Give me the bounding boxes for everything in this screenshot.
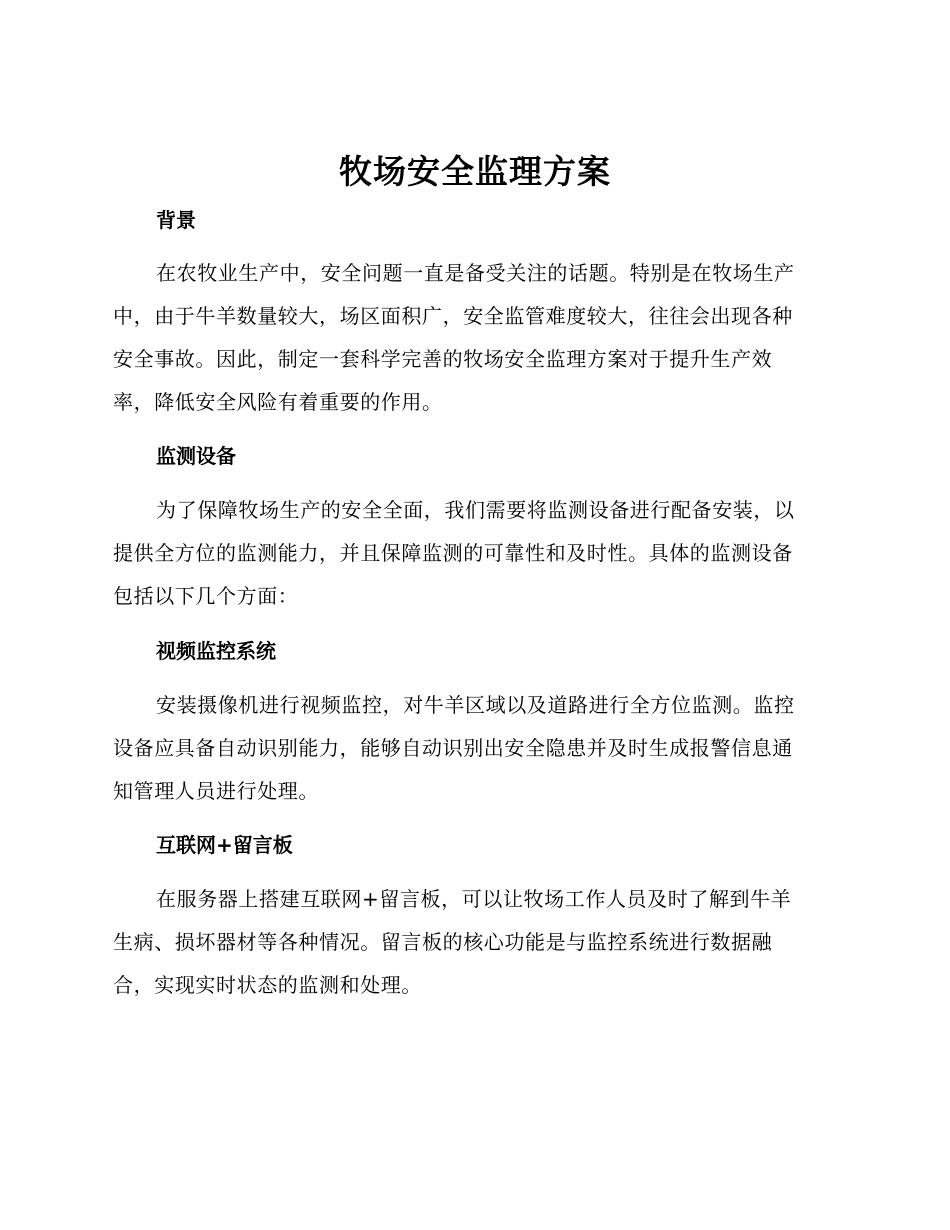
paragraph-line: 中，由于牛羊数量较大，场区面积广，安全监管难度较大，往往会出现各种 bbox=[113, 304, 793, 328]
page-title: 牧场安全监理方案 bbox=[339, 152, 611, 191]
paragraph-video-surveillance bbox=[113, 684, 835, 813]
paragraph-line: 安全事故。因此，制定一套科学完善的牧场安全监理方案对于提升生产效 bbox=[113, 347, 773, 371]
paragraph-line: 生病、损坏器材等各种情况。留言板的核心功能是与监控系统进行数据融 bbox=[113, 930, 773, 954]
section-heading-internet-message-board: 互联网+留言板 bbox=[156, 833, 293, 857]
paragraph-line: 提供全方位的监测能力，并且保障监测的可靠性和及时性。具体的监测设备 bbox=[113, 541, 793, 565]
paragraph-line: 知管理人员进行处理。 bbox=[113, 779, 319, 803]
paragraph-internet-message-board bbox=[113, 878, 835, 1007]
paragraph-line: 包括以下几个方面： bbox=[113, 584, 299, 608]
paragraph-line: 为了保障牧场生产的安全全面，我们需要将监测设备进行配备安装，以 bbox=[156, 498, 795, 522]
section-heading-monitoring-equipment: 监测设备 bbox=[156, 444, 236, 468]
paragraph-background bbox=[113, 252, 835, 424]
paragraph-line: 在服务器上搭建互联网+留言板，可以让牧场工作人员及时了解到牛羊 bbox=[156, 887, 792, 911]
paragraph-line: 设备应具备自动识别能力，能够自动识别出安全隐患并及时生成报警信息通 bbox=[113, 736, 793, 760]
paragraph-line: 在农牧业生产中，安全问题一直是备受关注的话题。特别是在牧场生产 bbox=[156, 261, 795, 285]
section-heading-background: 背景 bbox=[156, 208, 196, 232]
paragraph-line: 率，降低安全风险有着重要的作用。 bbox=[113, 390, 443, 414]
paragraph-line: 安装摄像机进行视频监控，对牛羊区域以及道路进行全方位监测。监控 bbox=[156, 693, 795, 717]
paragraph-line: 合，实现实时状态的监测和处理。 bbox=[113, 973, 422, 997]
paragraph-monitoring-equipment bbox=[113, 489, 835, 618]
section-heading-video-surveillance: 视频监控系统 bbox=[156, 639, 276, 663]
